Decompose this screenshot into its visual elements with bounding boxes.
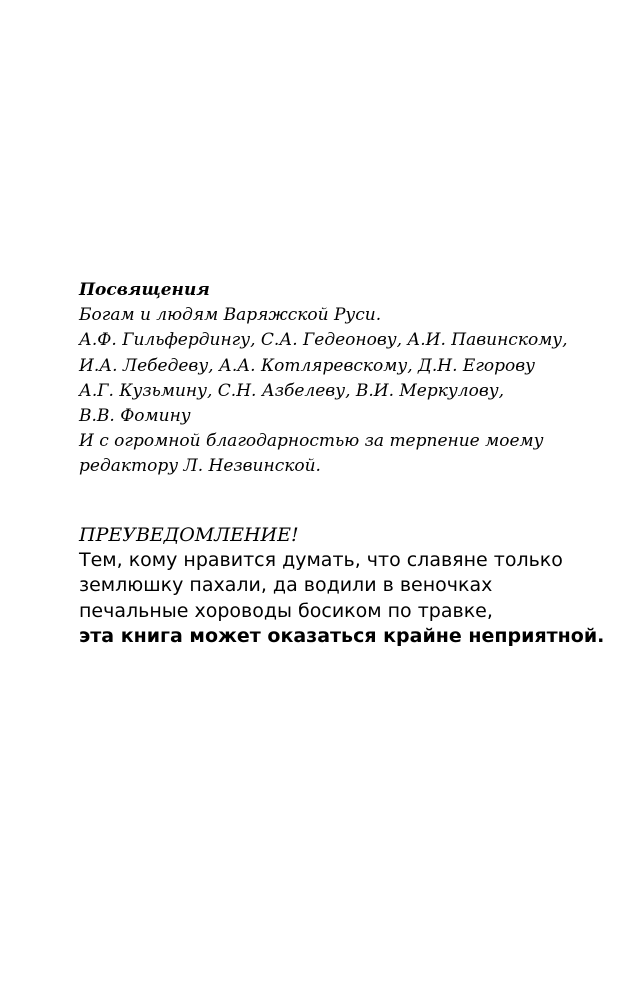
dedication-line: редактору Л. Незвинской. [79,456,321,477]
warning-emphasis: эта книга может оказаться крайне неприятной. [79,624,605,647]
dedication-line: И.А. Лебедеву, А.А. Котляревскому, Д.Н. Егорову [79,355,536,376]
dedication-line: Богам и людям Варяжской Руси. [79,305,382,326]
dedication-block [79,278,599,480]
dedication-line: В.В. Фомину [79,406,191,427]
warning-line: печальные хороводы босиком по травке, [79,599,493,622]
warning-line: землюшку пахали, да водили в веночках [79,574,493,597]
warning-block [79,523,605,649]
dedication-line: А.Г. Кузьмину, С.Н. Азбелеву, В.И. Меркулову, [79,380,504,401]
warning-title: ПРЕУВЕДОМЛЕНИЕ! [79,524,299,546]
dedication-line: А.Ф. Гильфердингу, С.А. Гедеонову, А.И. Павинскому, [79,330,568,351]
dedication-heading: Посвящения [79,280,210,300]
warning-line: Тем, кому нравится думать, что славяне только [79,549,563,572]
dedication-line: И с огромной благодарностью за терпение моему [79,431,544,452]
